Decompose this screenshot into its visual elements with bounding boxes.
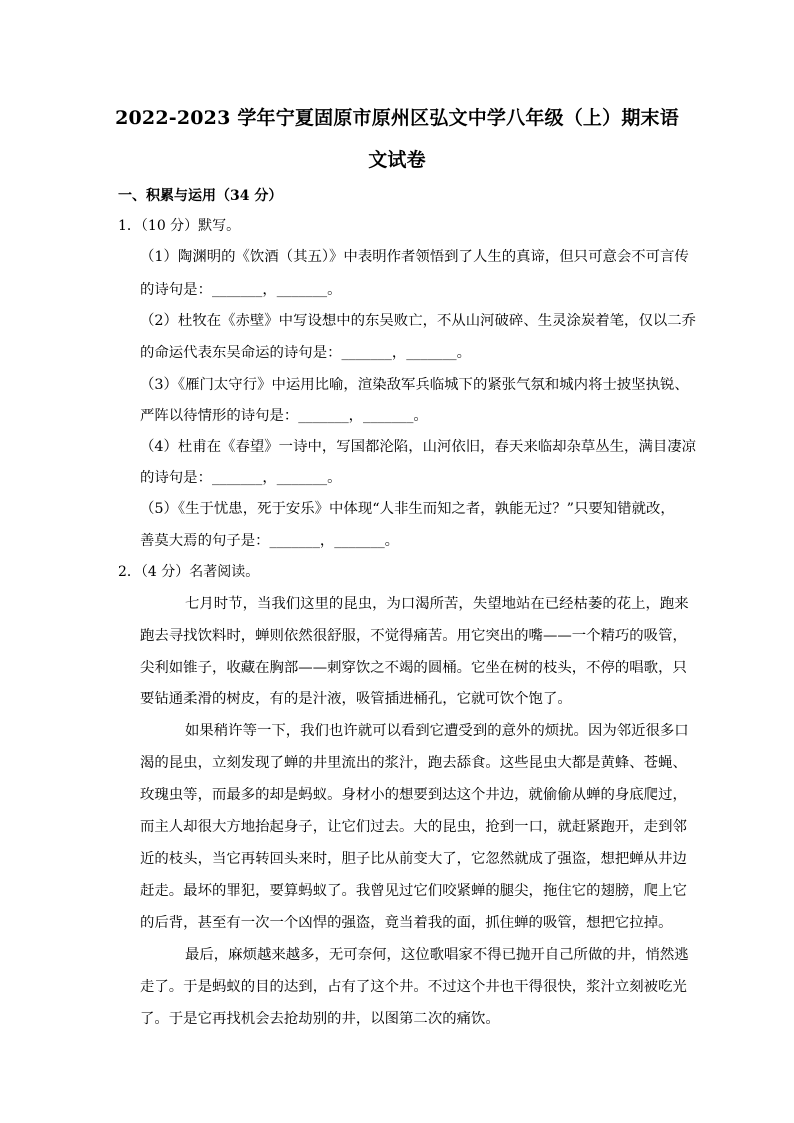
q1-item-5-line2: 善莫大焉的句子是：_______，_______。 [140, 533, 400, 549]
passage-p2-line7: 的后背，甚至有一次一个凶悍的强盗，竟当着我的面，抓住蝉的吸管，想把它拉掉。 [140, 915, 673, 931]
q1-item-4-line2: 的诗句是：_______，_______。 [140, 470, 342, 486]
q1-item-3-line2: 严阵以待情形的诗句是：_______，_______。 [140, 408, 428, 424]
passage-p2-line6: 赶走。最坏的罪犯，要算蚂蚁了。我曾见过它们咬紧蝉的腿尖，拖住它的翅膀，爬上它 [140, 883, 687, 899]
q1-item-1-line1: （1）陶渊明的《饮酒（其五）》中表明作者领悟到了人生的真谛，但只可意会不可言传 [140, 249, 689, 265]
passage-p2-line1: 如果稍许等一下，我们也许就可以看到它遭受到的意外的烦扰。因为邻近很多口 [185, 723, 689, 739]
passage-p2-line2: 渴的昆虫，立刻发现了蝉的井里流出的浆汁，跑去舔食。这些昆虫大都是黄蜂、苍蝇、 [140, 755, 687, 771]
q1-item-2-line1: （2）杜牧在《赤壁》中写设想中的东吴败亡，不从山河破碎、生灵涂炭着笔，仅以二乔 [140, 313, 697, 329]
passage-p3-line2: 走了。于是蚂蚁的目的达到，占有了这个井。不过这个井也干得很快，浆汁立刻被吃光 [140, 979, 687, 995]
exam-title-line1: 2022-2023 学年宁夏固原市原州区弘文中学八年级（上）期末语 [115, 107, 679, 129]
passage-p2-line3: 玫瑰虫等，而最多的却是蚂蚁。身材小的想要到达这个井边，就偷偷从蝉的身底爬过， [140, 787, 687, 803]
passage-p2-line4: 而主人却很大方地抬起身子，让它们过去。大的昆虫，抢到一口，就赶紧跑开，走到邻 [140, 819, 687, 835]
question-1-stem: 1．（10 分）默写。 [118, 218, 241, 234]
passage-p3-line3: 了。于是它再找机会去抢劫别的井，以图第二次的痛饮。 [140, 1011, 500, 1027]
passage-p1-line4: 要钻通柔滑的树皮，有的是汁液，吸管插进桶孔，它就可饮个饱了。 [140, 691, 572, 707]
passage-p1-line1: 七月时节，当我们这里的昆虫，为口渴所苦，失望地站在已经枯萎的花上，跑来 [185, 596, 689, 612]
passage-p3-line1: 最后，麻烦越来越多，无可奈何，这位歌唱家不得已抛开自己所做的井，悄然逃 [185, 947, 689, 963]
q1-item-5-line1: （5）《生于忧患，死于安乐》中体现“人非生而知之者，孰能无过？”只要知错就改， [140, 501, 675, 517]
q1-item-1-line2: 的诗句是：_______，_______。 [140, 282, 342, 298]
passage-p1-line3: 尖利如锥子，收藏在胸部——刺穿饮之不竭的圆桶。它坐在树的枝头，不停的唱歌，只 [140, 660, 687, 676]
q1-item-2-line2: 的命运代表东吴命运的诗句是：_______，_______。 [140, 345, 471, 361]
passage-p2-line5: 近的枝头，当它再转回头来时，胆子比从前变大了，它忽然就成了强盗，想把蝉从井边 [140, 851, 687, 867]
exam-title-line2: 文试卷 [368, 149, 426, 171]
q1-item-4-line1: （4）杜甫在《春望》一诗中，写国都沦陷，山河依旧，春天来临却杂草丛生，满目凄凉 [140, 439, 697, 455]
passage-p1-line2: 跑去寻找饮料时，蝉则依然很舒服，不觉得痛苦。用它突出的嘴——一个精巧的吸管， [140, 628, 687, 644]
question-2-stem: 2．（4 分）名著阅读。 [118, 564, 260, 580]
section-heading: 一、积累与运用（34 分） [118, 188, 283, 204]
q1-item-3-line1: （3）《雁门太守行》中运用比喻，渲染敌军兵临城下的紧张气氛和城内将士披坚执锐、 [140, 377, 689, 393]
